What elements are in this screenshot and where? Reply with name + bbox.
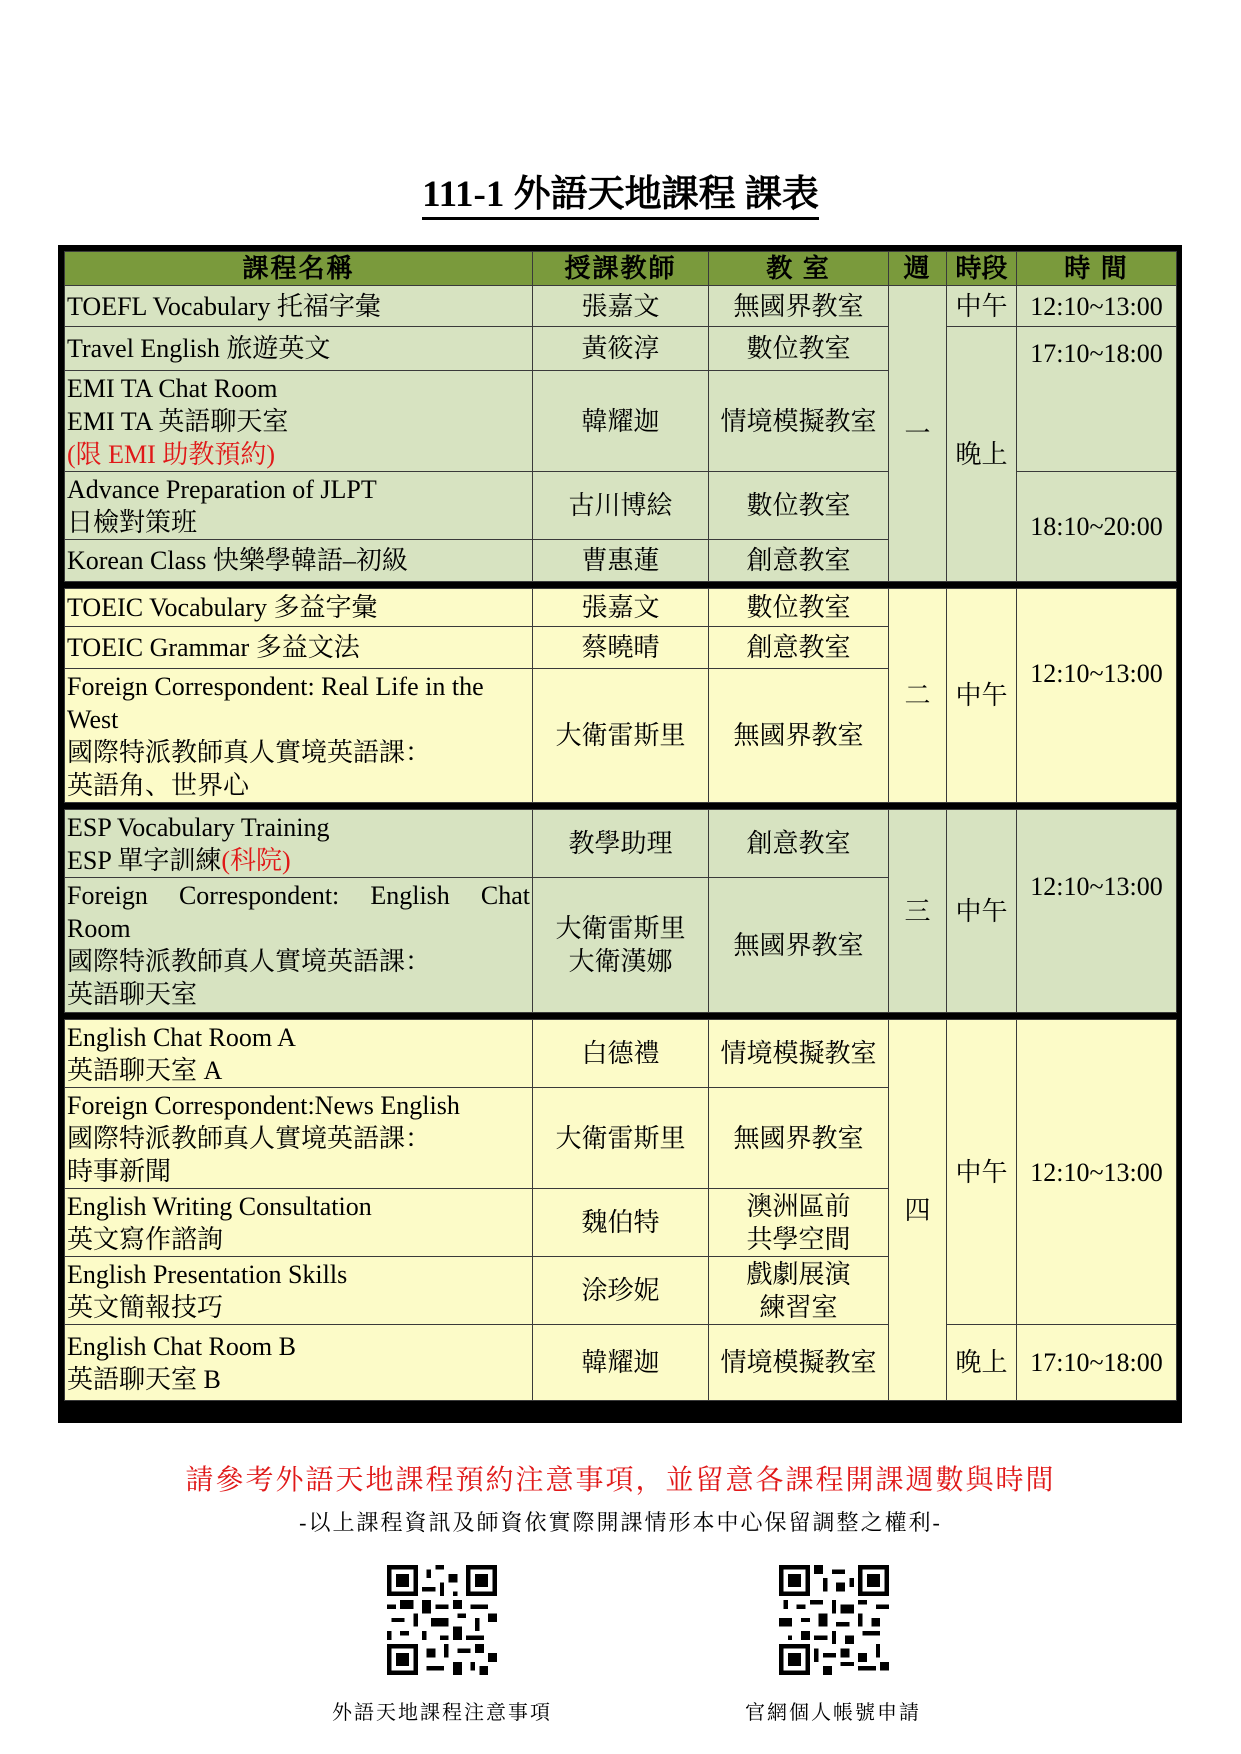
course-name xyxy=(65,371,533,472)
teacher: 黃筱淳 xyxy=(533,327,709,371)
room: 情境模擬教室 xyxy=(709,1325,889,1401)
page-title: 111-1 外語天地課程 課表 xyxy=(0,163,1241,217)
room: 無國界教室 xyxy=(709,286,889,327)
time: 12:10~13:00 xyxy=(1017,1020,1177,1325)
qr-code-left-graphic xyxy=(387,1565,497,1675)
course-name-zh-line xyxy=(67,844,530,877)
course-name xyxy=(65,1325,533,1401)
header-row xyxy=(65,252,1177,286)
header-week: 週 xyxy=(889,252,947,286)
course-name: Travel English 旅遊英文 xyxy=(65,327,533,371)
course-name-en: English Chat Room B xyxy=(67,1331,296,1361)
room xyxy=(709,1189,889,1257)
course-name-en: English Chat Room A xyxy=(67,1022,296,1052)
time: 17:10~18:00 xyxy=(1017,327,1177,472)
room: 數位教室 xyxy=(709,327,889,371)
qr-code-icon[interactable] xyxy=(779,1565,889,1675)
header-period: 時段 xyxy=(947,252,1017,286)
qr-code-icon[interactable] xyxy=(387,1565,497,1675)
room: 數位教室 xyxy=(709,472,889,540)
room-line-2: 練習室 xyxy=(759,1292,838,1322)
time: 12:10~13:00 xyxy=(1017,286,1177,327)
teacher: 韓耀迦 xyxy=(533,371,709,472)
teacher-1: 大衛雷斯里 xyxy=(555,914,686,943)
room xyxy=(709,1257,889,1325)
room-line-1: 戲劇展演 xyxy=(746,1259,851,1289)
course-name-zh: 國際特派教師真人實境英語課： xyxy=(67,1123,432,1153)
room: 創意教室 xyxy=(709,627,889,669)
teacher: 曹惠蓮 xyxy=(533,540,709,582)
weekday: 四 xyxy=(889,1020,947,1401)
course-note: (科院) xyxy=(221,845,291,875)
teacher: 張嘉文 xyxy=(533,589,709,627)
room: 無國界教室 xyxy=(709,1088,889,1189)
qr-right-caption: 官網個人帳號申請 xyxy=(745,1702,921,1724)
period: 中午 xyxy=(947,810,1017,1013)
course-name-en: Foreign Correspondent:News English xyxy=(67,1090,460,1120)
time: 12:10~13:00 xyxy=(1017,810,1177,1013)
course-name xyxy=(65,878,533,1013)
room-line-2: 共學空間 xyxy=(746,1224,851,1254)
period: 中午 xyxy=(947,1020,1017,1325)
teacher xyxy=(533,878,709,1013)
course-name-en-2: Room xyxy=(67,914,131,943)
course-name-en: ESP Vocabulary Training xyxy=(67,812,330,842)
course-name xyxy=(65,1088,533,1189)
period: 晚上 xyxy=(947,1325,1017,1401)
room: 數位教室 xyxy=(709,589,889,627)
room: 創意教室 xyxy=(709,540,889,582)
teacher: 白德禮 xyxy=(533,1020,709,1088)
course-name: TOEFL Vocabulary 托福字彙 xyxy=(65,286,533,327)
booking-notice: 請參考外語天地課程預約注意事項，並留意各課程開課週數與時間 xyxy=(185,1465,1056,1496)
course-note: (限 EMI 助教預約) xyxy=(67,439,275,469)
day-separator xyxy=(65,803,1177,810)
course-name-zh: 英語聊天室 A xyxy=(67,1055,223,1085)
table-row xyxy=(65,286,1177,327)
disclaimer: -以上課程資訊及師資依實際開課情形本中心保留調整之權利- xyxy=(299,1510,942,1535)
header-time: 時 間 xyxy=(1017,252,1177,286)
course-name-zh: 國際特派教師真人實境英語課： xyxy=(67,947,432,976)
course-name xyxy=(65,1189,533,1257)
weekday: 三 xyxy=(889,810,947,1013)
teacher: 教學助理 xyxy=(533,810,709,878)
course-name-zh: 英文寫作諮詢 xyxy=(67,1224,224,1254)
course-name: TOEIC Vocabulary 多益字彙 xyxy=(65,589,533,627)
course-name-zh: 日檢對策班 xyxy=(67,507,198,537)
time: 12:10~13:00 xyxy=(1017,589,1177,803)
teacher: 張嘉文 xyxy=(533,286,709,327)
course-name-en: EMI TA Chat Room xyxy=(67,373,278,403)
teacher: 韓耀迦 xyxy=(533,1325,709,1401)
room: 無國界教室 xyxy=(709,878,889,1013)
day-separator xyxy=(65,1013,1177,1020)
course-name xyxy=(65,669,533,803)
time: 17:10~18:00 xyxy=(1017,1325,1177,1401)
teacher: 古川博絵 xyxy=(533,472,709,540)
course-name-en: English Presentation Skills xyxy=(67,1259,348,1289)
course-name-en: Advance Preparation of JLPT xyxy=(67,474,377,504)
course-name xyxy=(65,1020,533,1088)
weekday: 二 xyxy=(889,589,947,803)
teacher: 魏伯特 xyxy=(533,1189,709,1257)
period: 中午 xyxy=(947,589,1017,803)
period: 晚上 xyxy=(947,327,1017,582)
room: 無國界教室 xyxy=(709,669,889,803)
course-name-zh-2: 英語聊天室 xyxy=(67,980,198,1009)
teacher-2: 大衛漢娜 xyxy=(568,947,673,976)
weekday: 一 xyxy=(889,286,947,582)
room-line-1: 澳洲區前 xyxy=(746,1191,851,1221)
course-name-zh: 英文簡報技巧 xyxy=(67,1292,224,1322)
course-name-zh: ESP 單字訓練 xyxy=(67,845,222,875)
course-name: Korean Class 快樂學韓語–初級 xyxy=(65,540,533,582)
table-row xyxy=(65,810,1177,878)
teacher: 涂珍妮 xyxy=(533,1257,709,1325)
day-separator xyxy=(65,582,1177,589)
table-row xyxy=(65,589,1177,627)
qr-code-right-graphic xyxy=(779,1565,889,1675)
course-name-en: Foreign Correspondent: Real Life in the West xyxy=(67,671,484,734)
course-name xyxy=(65,472,533,540)
teacher: 大衛雷斯里 xyxy=(533,1088,709,1189)
room: 情境模擬教室 xyxy=(709,371,889,472)
course-name xyxy=(65,810,533,878)
header-room: 教 室 xyxy=(709,252,889,286)
teacher: 蔡曉晴 xyxy=(533,627,709,669)
course-name: TOEIC Grammar 多益文法 xyxy=(65,627,533,669)
course-name-zh-2: 時事新聞 xyxy=(67,1156,172,1186)
header-course: 課程名稱 xyxy=(65,252,533,286)
course-name-zh: 國際特派教師真人實境英語課： xyxy=(67,737,432,767)
qr-left-caption: 外語天地課程注意事項 xyxy=(332,1702,552,1724)
room: 情境模擬教室 xyxy=(709,1020,889,1088)
course-name-zh: 英語聊天室 B xyxy=(67,1364,221,1394)
course-name-en-1: Foreign Correspondent: English Chat xyxy=(67,881,530,910)
table-row xyxy=(65,327,1177,371)
course-name xyxy=(65,1257,533,1325)
table-row xyxy=(65,1325,1177,1401)
course-name-en: English Writing Consultation xyxy=(67,1191,372,1221)
schedule-table xyxy=(64,251,1177,1401)
header-teacher: 授課教師 xyxy=(533,252,709,286)
teacher: 大衛雷斯里 xyxy=(533,669,709,803)
table-row xyxy=(65,1020,1177,1088)
course-name-zh-2: 英語角、世界心 xyxy=(67,770,250,800)
time: 18:10~20:00 xyxy=(1017,472,1177,582)
room: 創意教室 xyxy=(709,810,889,878)
course-name-zh: EMI TA 英語聊天室 xyxy=(67,406,289,436)
period: 中午 xyxy=(947,286,1017,327)
